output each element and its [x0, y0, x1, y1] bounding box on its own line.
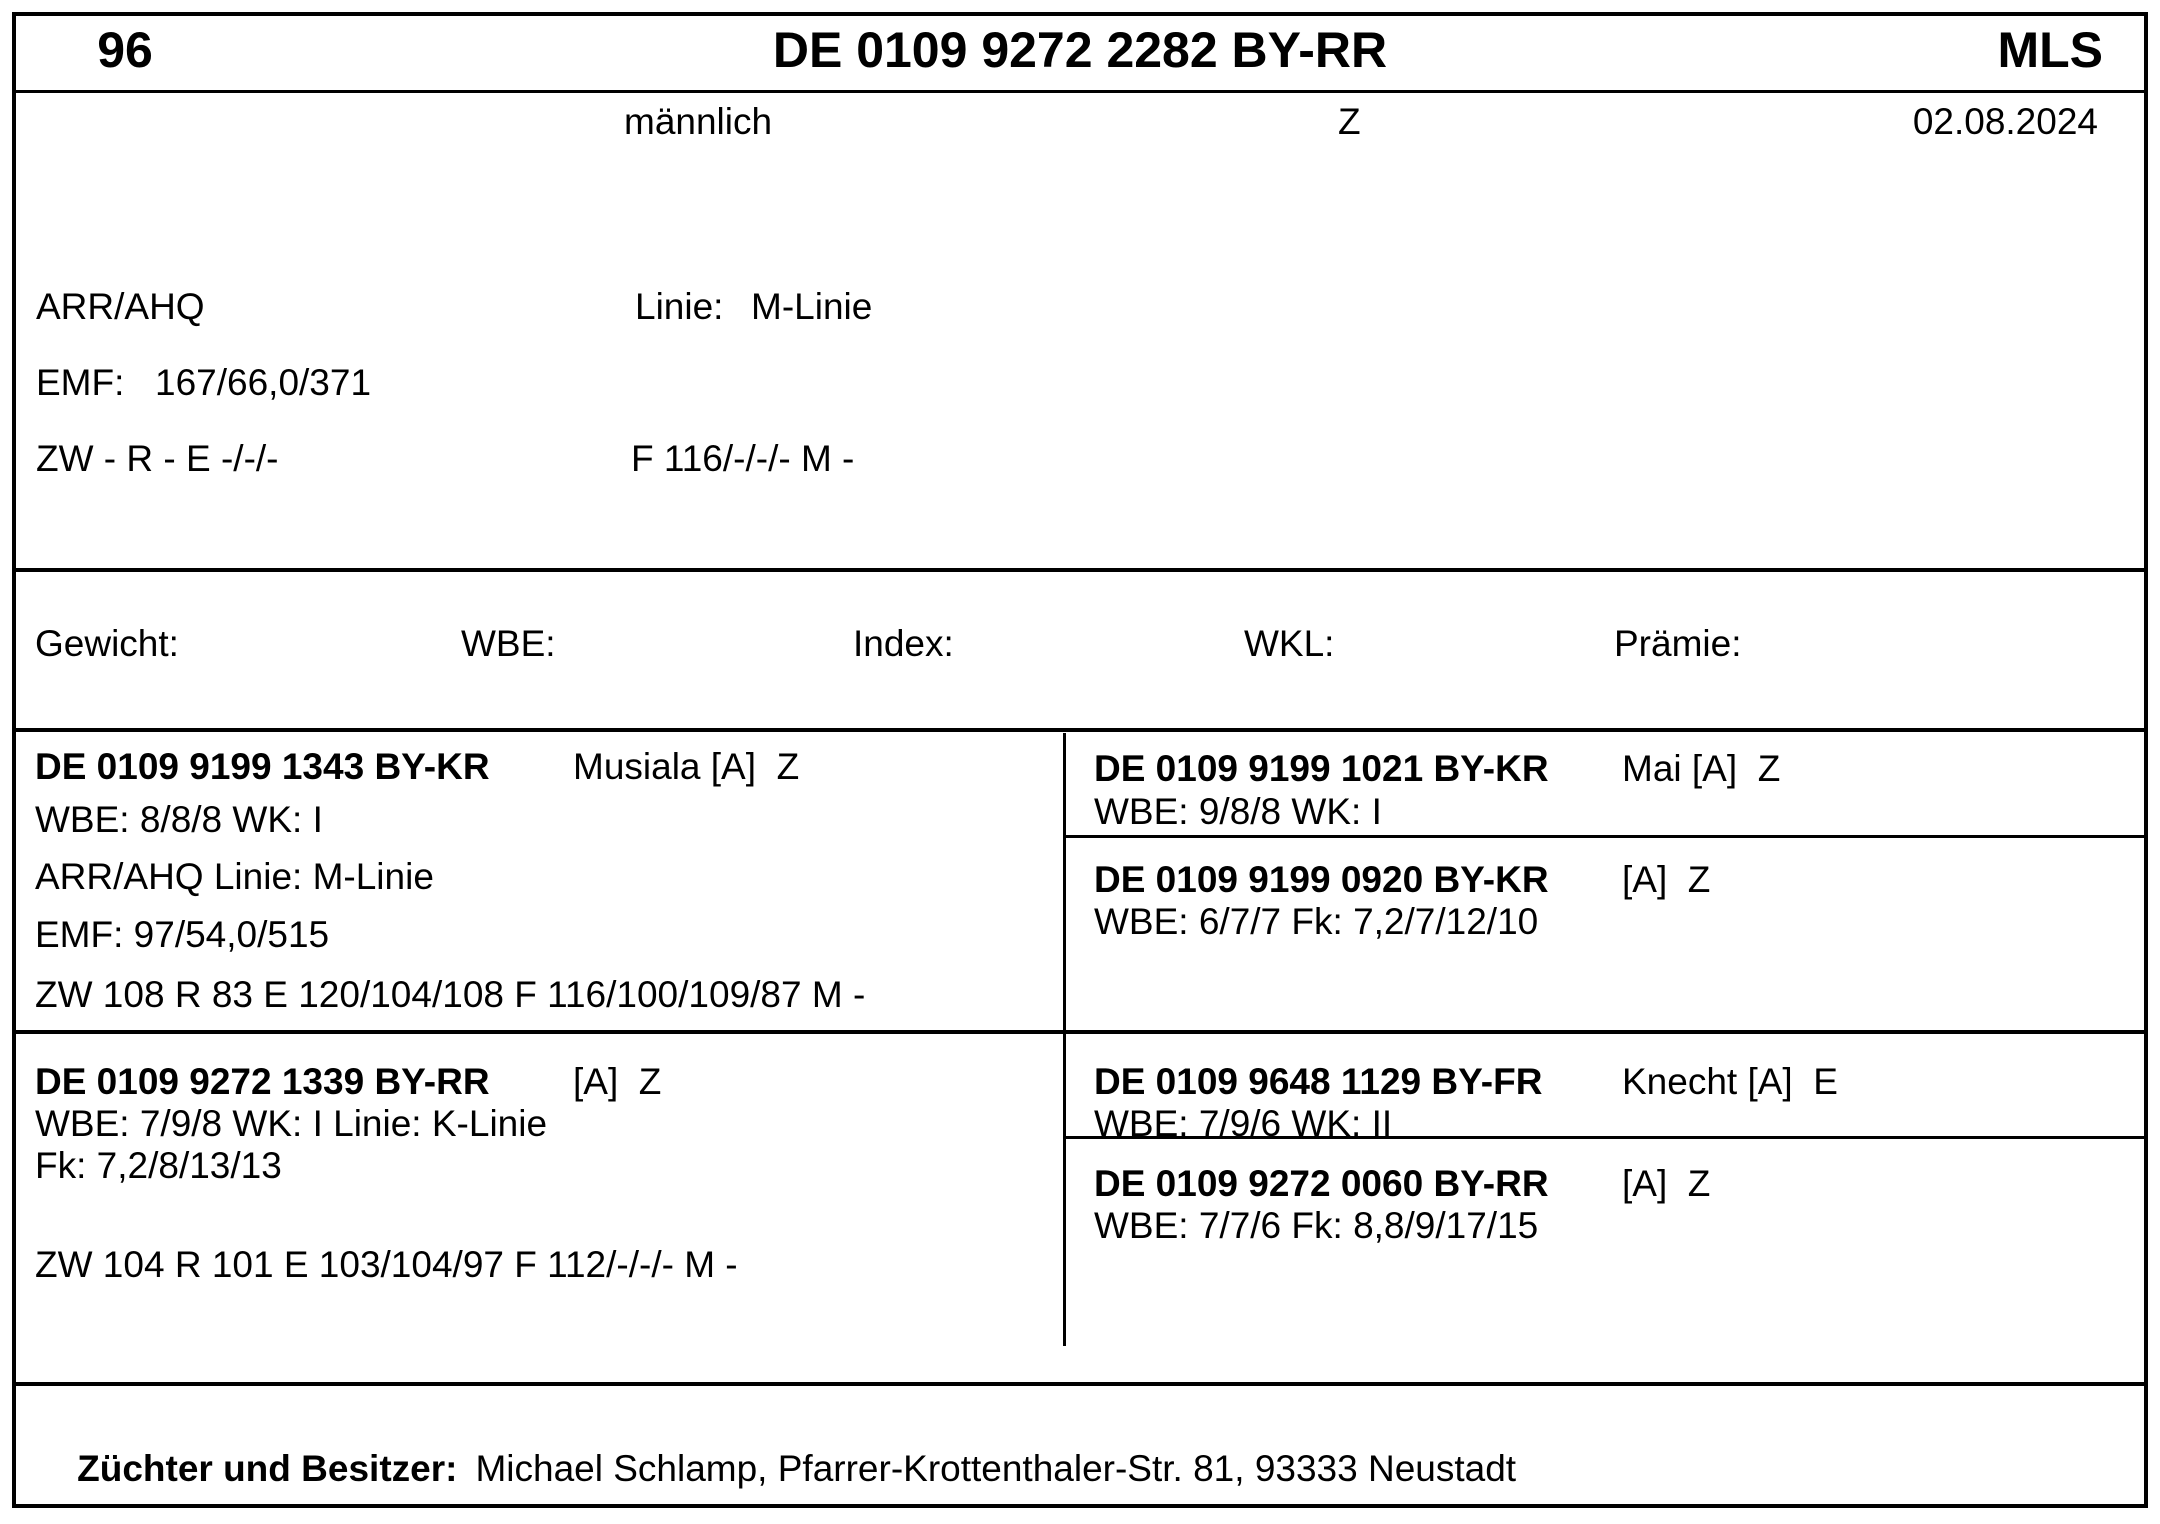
dam-name: [A] Z [573, 1061, 662, 1102]
dam-sire-name: Knecht [A] E [1622, 1061, 1838, 1102]
divider-footer-top [16, 1382, 2144, 1386]
dam-dam-wbe: WBE: 7/7/6 Fk: 8,8/9/17/15 [1094, 1205, 1539, 1246]
divider-info-bottom [16, 568, 2144, 572]
divider-pedigree-bottom-vertical [1063, 1034, 1066, 1346]
animal-id: DE 0109 9272 2282 BY-RR [772, 22, 1388, 78]
sire-zw: ZW 108 R 83 E 120/104/108 F 116/100/109/87 M - [35, 974, 866, 1015]
zw-values: ZW - R - E -/-/- [36, 438, 279, 479]
divider-pedigree-middle [16, 1030, 2144, 1034]
sire-genotype-line: ARR/AHQ Linie: M-Linie [35, 856, 434, 897]
divider-columns-bottom [16, 728, 2144, 732]
animal-number: 96 [97, 22, 153, 78]
dam-dam-name: [A] Z [1622, 1163, 1711, 1204]
dam-sire-id: DE 0109 9648 1129 BY-FR [1094, 1061, 1543, 1102]
breeder-owner-label: Züchter und Besitzer: [77, 1448, 458, 1489]
column-praemie: Prämie: [1614, 623, 1742, 664]
sire-wbe: WBE: 8/8/8 WK: I [35, 799, 323, 840]
dam-zw: ZW 104 R 101 E 103/104/97 F 112/-/-/- M - [35, 1244, 738, 1285]
emf-label: EMF: [36, 362, 125, 403]
line-value: M-Linie [751, 286, 873, 327]
usage-code: Z [1338, 101, 1361, 142]
org-code: MLS [1997, 22, 2103, 78]
sire-emf: EMF: 97/54,0/515 [35, 914, 330, 955]
column-index: Index: [853, 623, 954, 664]
sire-id: DE 0109 9199 1343 BY-KR [35, 746, 490, 787]
divider-header-bottom [16, 90, 2144, 93]
emf-value: 167/66,0/371 [155, 362, 372, 403]
divider-sire-grandparents [1063, 835, 2144, 838]
dam-id: DE 0109 9272 1339 BY-RR [35, 1061, 490, 1102]
dam-wbe: WBE: 7/9/8 WK: I Linie: K-Linie [35, 1103, 548, 1144]
dam-dam-id: DE 0109 9272 0060 BY-RR [1094, 1163, 1549, 1204]
sire-dam-name: [A] Z [1622, 859, 1711, 900]
f-values: F 116/-/-/- M - [631, 438, 855, 479]
line-label: Linie: [635, 286, 724, 327]
genotype: ARR/AHQ [36, 286, 205, 327]
divider-pedigree-top-vertical [1063, 733, 1066, 1030]
sire-dam-wbe: WBE: 6/7/7 Fk: 7,2/7/12/10 [1094, 901, 1539, 942]
sire-sire-id: DE 0109 9199 1021 BY-KR [1094, 748, 1549, 789]
sire-sire-name: Mai [A] Z [1622, 748, 1781, 789]
column-wbe: WBE: [461, 623, 556, 664]
dam-sire-wbe: WBE: 7/9/6 WK: II [1094, 1103, 1393, 1144]
sex-label: männlich [624, 101, 773, 142]
column-wkl: WKL: [1244, 623, 1335, 664]
sire-dam-id: DE 0109 9199 0920 BY-KR [1094, 859, 1549, 900]
breeder-owner-value: Michael Schlamp, Pfarrer-Krottenthaler-Str. 81, 93333 Neustadt [475, 1448, 1517, 1489]
breeder-owner-row [36, 1403, 1516, 1524]
column-gewicht: Gewicht: [35, 623, 179, 664]
sire-name: Musiala [A] Z [573, 746, 800, 787]
sire-sire-wbe: WBE: 9/8/8 WK: I [1094, 791, 1382, 832]
dam-fk: Fk: 7,2/8/13/13 [35, 1145, 282, 1186]
birth-date: 02.08.2024 [1912, 101, 2098, 142]
